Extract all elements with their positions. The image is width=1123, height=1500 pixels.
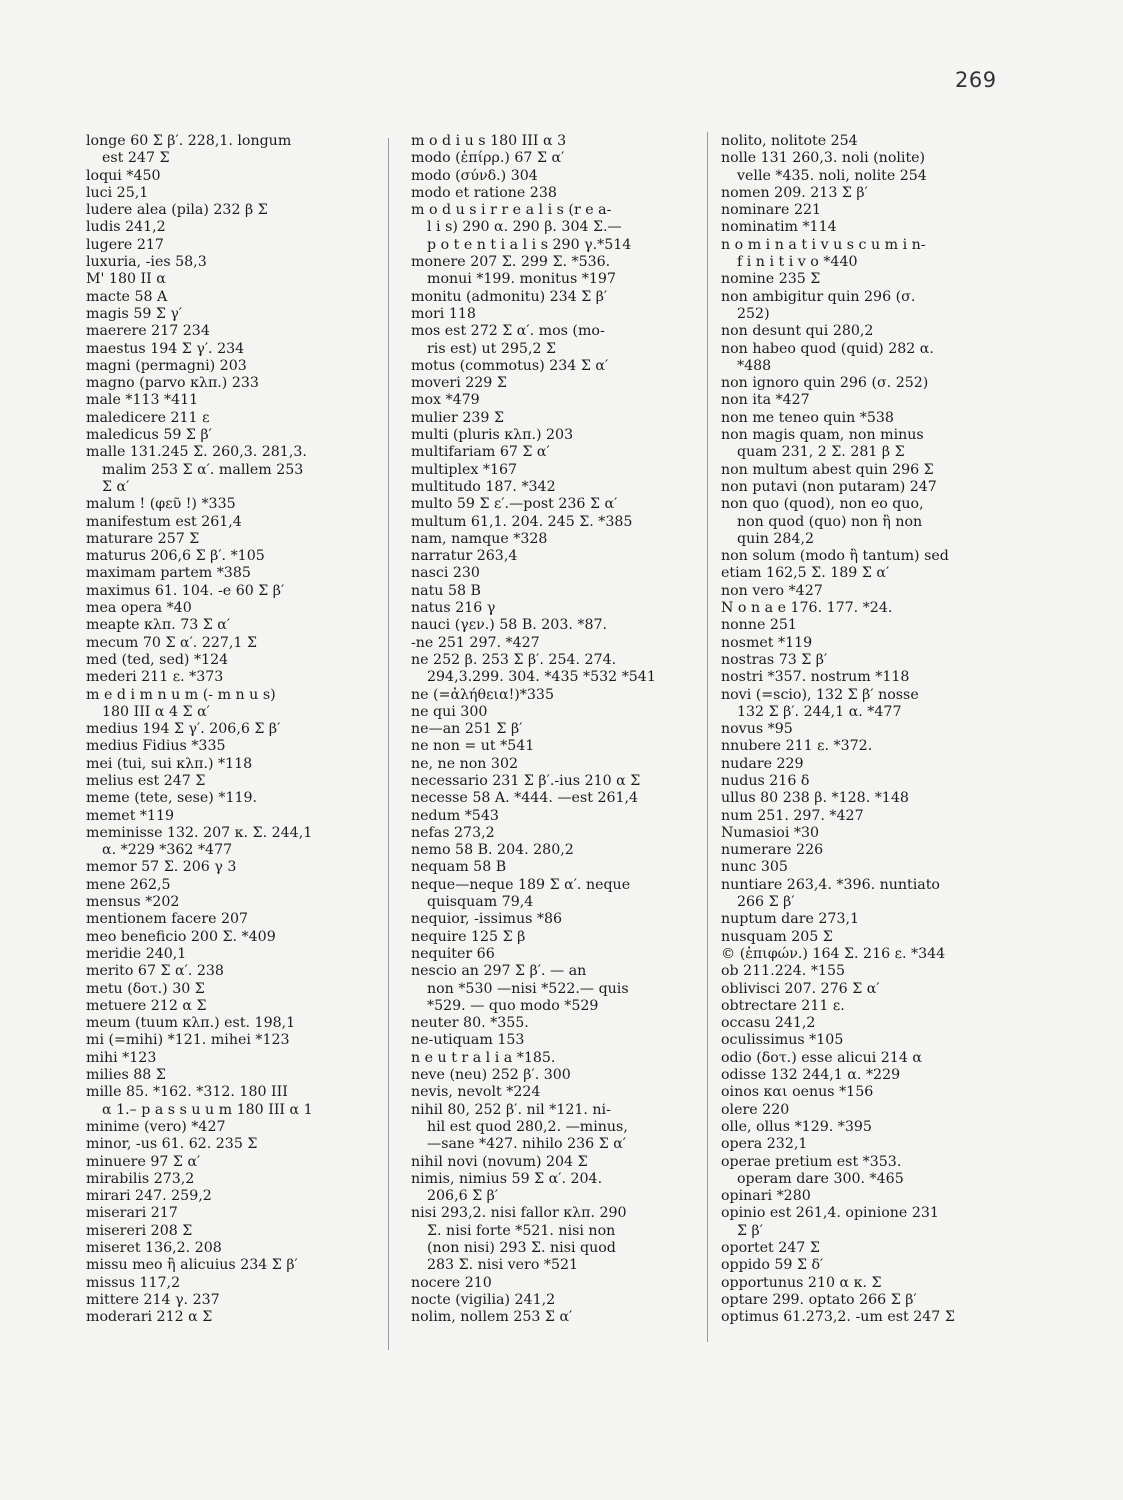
index-entry-line: multifariam 67 Σ α′ — [411, 444, 550, 461]
index-entry-line: M' 180 II α — [86, 271, 166, 288]
index-entry-line: nescio an 297 Σ β′. — an — [411, 963, 587, 980]
index-entry-line: non putavi (non putaram) 247 — [721, 478, 937, 495]
index-entry-line: monere 207 Σ. 299 Σ. *536. — [411, 254, 611, 271]
index-entry-line: multum 61,1. 204. 245 Σ. *385 — [411, 513, 633, 530]
index-entry-line: modo (σύνδ.) 304 — [411, 167, 538, 184]
index-entry-line: moderari 212 α Σ — [86, 1309, 213, 1326]
index-entry-line: maledicus 59 Σ β′ — [86, 427, 212, 444]
index-column-middle — [411, 133, 699, 1326]
index-entry-line: multo 59 Σ ε′.—post 236 Σ α′ — [411, 496, 618, 513]
index-entry-line: -ne 251 297. *427 — [411, 634, 540, 651]
index-entry-line: *529. — quo modo *529 — [427, 997, 599, 1014]
index-entry-line: macte 58 A — [86, 288, 168, 305]
column-divider — [707, 132, 708, 1342]
index-entry-line: maximus 61. 104. -e 60 Σ β′ — [86, 582, 285, 599]
index-entry-line: mittere 214 γ. 237 — [86, 1291, 220, 1308]
index-entry-line: ne-utiquam 153 — [411, 1032, 525, 1049]
index-entry-line: nihil 80, 252 β′. nil *121. ni- — [411, 1101, 611, 1118]
index-entry-line: n e u t r a l i a *185. — [411, 1049, 556, 1066]
index-entry-line: 252) — [737, 305, 770, 322]
index-entry-line: nevis, nevolt *224 — [411, 1084, 541, 1101]
index-entry-line: ne—an 251 Σ β′ — [411, 721, 523, 738]
index-entry-line: monui *199. monitus *197 — [427, 271, 616, 288]
index-entry-line: necessario 231 Σ β′.-ius 210 α Σ — [411, 772, 641, 789]
index-entry-line: nequam 58 B — [411, 859, 507, 876]
index-entry-line: medius Fidius *335 — [86, 738, 226, 755]
index-entry-line: nominatim *114 — [721, 219, 837, 236]
index-entry-line: nonne 251 — [721, 617, 797, 634]
index-entry-line: novi (=scio), 132 Σ β′ nosse — [721, 686, 919, 703]
index-entry-line: *488 — [737, 357, 772, 374]
index-entry-line: mecum 70 Σ α′. 227,1 Σ — [86, 634, 257, 651]
index-entry-line: operam dare 300. *465 — [737, 1170, 904, 1187]
index-entry-line: nequior, -issimus *86 — [411, 911, 563, 928]
index-entry-line: Σ α′ — [102, 478, 130, 495]
index-entry-line: nudare 229 — [721, 755, 804, 772]
index-entry-line: numerare 226 — [721, 842, 824, 859]
index-entry-line: narratur 263,4 — [411, 548, 518, 565]
index-entry-line: mille 85. *162. *312. 180 III — [86, 1084, 288, 1101]
index-entry-line: non multum abest quin 296 Σ — [721, 461, 934, 478]
index-entry-line: opinio est 261,4. opinione 231 — [721, 1205, 939, 1222]
index-entry-line: 266 Σ β′ — [737, 894, 795, 911]
index-entry-line: maestus 194 Σ γ′. 234 — [86, 340, 245, 357]
index-entry-line: 206,6 Σ β′ — [427, 1188, 499, 1205]
index-entry-line: nolito, nolitote 254 — [721, 133, 858, 149]
index-entry-line: mox *479 — [411, 392, 480, 409]
index-entry-line: ne qui 300 — [411, 703, 488, 720]
index-entry-line: nolle 131 260,3. noli (nolite) — [721, 150, 926, 167]
index-entry-line: ne (=ἀλήθεια!)*335 — [411, 686, 554, 703]
index-entry-line: nimis, nimius 59 Σ α′. 204. — [411, 1170, 603, 1187]
index-entry-line: ris est) ut 295,2 Σ — [427, 340, 557, 357]
index-entry-line: opinari *280 — [721, 1188, 811, 1205]
index-entry-line: metuere 212 α Σ — [86, 997, 207, 1014]
index-entry-line: magni (permagni) 203 — [86, 357, 247, 374]
index-entry-line: est 247 Σ — [102, 150, 170, 167]
index-entry-line: mentionem facere 207 — [86, 911, 249, 928]
index-entry-line: nuntiare 263,4. *396. nuntiato — [721, 876, 940, 893]
index-entry-line: ne, ne non 302 — [411, 755, 519, 772]
index-entry-line: malle 131.245 Σ. 260,3. 281,3. — [86, 444, 307, 461]
index-entry-line: mirabilis 273,2 — [86, 1170, 195, 1187]
index-entry-line: missu meo ἢ alicuius 234 Σ β′ — [86, 1257, 298, 1274]
index-entry-line: necesse 58 A. *444. —est 261,4 — [411, 790, 639, 807]
column-divider — [388, 138, 389, 1350]
index-entry-line: neque—neque 189 Σ α′. neque — [411, 876, 631, 893]
index-entry-line: opera 232,1 — [721, 1136, 808, 1153]
index-entry-line: miseret 136,2. 208 — [86, 1240, 222, 1256]
index-entry-line: maerere 217 234 — [86, 323, 210, 340]
index-entry-line: 180 III α 4 Σ α′ — [102, 703, 210, 720]
index-entry-line: loqui *450 — [86, 167, 161, 184]
index-entry-line: non desunt qui 280,2 — [721, 323, 874, 340]
index-entry-line: p o t e n t i a l i s 290 γ.*514 — [427, 236, 632, 253]
index-entry-line: minor, -us 61. 62. 235 Σ — [86, 1136, 258, 1153]
index-entry-line: ne non = ut *541 — [411, 738, 535, 755]
index-entry-line: nocte (vigilia) 241,2 — [411, 1291, 556, 1308]
index-entry-line: Σ. nisi forte *521. nisi non — [427, 1222, 616, 1239]
index-entry-line: ludis 241,2 — [86, 219, 166, 236]
index-column-right — [721, 133, 996, 1326]
index-entry-line: non solum (modo ἢ tantum) sed — [721, 548, 949, 565]
index-entry-line: nedum *543 — [411, 807, 499, 824]
index-entry-line: non *530 —nisi *522.— quis — [427, 980, 629, 997]
index-entry-line: minime (vero) *427 — [86, 1118, 226, 1135]
index-entry-line: oculissimus *105 — [721, 1032, 844, 1049]
index-entry-line: merito 67 Σ α′. 238 — [86, 963, 224, 980]
index-entry-line: optare 299. optato 266 Σ β′ — [721, 1291, 917, 1308]
index-entry-line: memor 57 Σ. 206 γ 3 — [86, 859, 237, 876]
index-entry-line: non magis quam, non minus — [721, 427, 924, 444]
index-entry-line: non quod (quo) non ἢ non — [737, 513, 923, 530]
index-entry-line: nnubere 211 ε. *372. — [721, 738, 873, 755]
index-entry-line: miserari 217 — [86, 1205, 178, 1222]
index-entry-line: nomen 209. 213 Σ β′ — [721, 184, 868, 201]
index-entry-line: f i n i t i v o *440 — [737, 254, 858, 271]
index-entry-line: m o d i u s 180 III α 3 — [411, 133, 567, 149]
index-entry-line: nunc 305 — [721, 859, 788, 876]
index-entry-line: luci 25,1 — [86, 184, 149, 201]
index-entry-line: m o d u s i r r e a l i s (r e a- — [411, 202, 612, 219]
index-entry-line: nomine 235 Σ — [721, 271, 821, 288]
index-entry-line: oppido 59 Σ δ′ — [721, 1257, 824, 1274]
index-entry-line: m e d i m n u m (- m n u s) — [86, 686, 276, 703]
index-entry-line: lugere 217 — [86, 236, 164, 253]
index-entry-line: odio (δοτ.) esse alicui 214 α — [721, 1049, 922, 1066]
index-entry-line: mos est 272 Σ α′. mos (mo- — [411, 323, 605, 340]
index-entry-line: non ambigitur quin 296 (σ. — [721, 288, 916, 305]
index-entry-line: non ignoro quin 296 (σ. 252) — [721, 375, 929, 392]
index-entry-line: melius est 247 Σ — [86, 772, 206, 789]
index-entry-line: nusquam 205 Σ — [721, 928, 833, 945]
index-entry-line: olle, ollus *129. *395 — [721, 1118, 872, 1135]
index-entry-line: mei (tui, sui κλπ.) *118 — [86, 755, 253, 772]
index-entry-line: nemo 58 B. 204. 280,2 — [411, 842, 574, 859]
index-entry-line: malim 253 Σ α′. mallem 253 — [102, 461, 304, 478]
index-entry-line: Numasioi *30 — [721, 824, 820, 841]
index-entry-line: non me teneo quin *538 — [721, 409, 894, 426]
index-entry-line: © (ἐπιφών.) 164 Σ. 216 ε. *344 — [721, 945, 946, 962]
index-entry-line: hil est quod 280,2. —minus, — [427, 1118, 628, 1135]
index-entry-line: —sane *427. nihilo 236 Σ α′ — [427, 1136, 627, 1153]
index-entry-line: missus 117,2 — [86, 1274, 181, 1291]
index-entry-line: motus (commotus) 234 Σ α′ — [411, 357, 609, 374]
index-entry-line: meapte κλπ. 73 Σ α′ — [86, 617, 231, 634]
index-entry-line: metu (δοτ.) 30 Σ — [86, 980, 205, 997]
index-entry-line: modo et ratione 238 — [411, 184, 557, 201]
index-entry-line: manifestum est 261,4 — [86, 513, 242, 530]
index-entry-line: multitudo 187. *342 — [411, 478, 556, 495]
index-entry-line: mulier 239 Σ — [411, 409, 504, 426]
index-entry-line: nostri *357. nostrum *118 — [721, 669, 910, 686]
index-entry-line: mensus *202 — [86, 894, 180, 911]
index-entry-line: oinos και oenus *156 — [721, 1084, 874, 1101]
index-entry-line: nominare 221 — [721, 202, 822, 219]
index-entry-line: mene 262,5 — [86, 876, 171, 893]
index-entry-line: ullus 80 238 β. *128. *148 — [721, 790, 909, 807]
index-entry-line: male *113 *411 — [86, 392, 199, 409]
index-entry-line: nudus 216 δ — [721, 772, 810, 789]
index-entry-line: occasu 241,2 — [721, 1015, 816, 1032]
index-entry-line: monitu (admonitu) 234 Σ β′ — [411, 288, 608, 305]
index-entry-line: magno (parvo κλπ.) 233 — [86, 375, 259, 392]
index-entry-line: quam 231, 2 Σ. 281 β Σ — [737, 444, 905, 461]
index-entry-line: mi (=mihi) *121. mihei *123 — [86, 1032, 290, 1049]
index-entry-line: nefas 273,2 — [411, 824, 495, 841]
index-entry-line: etiam 162,5 Σ. 189 Σ α′ — [721, 565, 890, 582]
index-entry-line: non habeo quod (quid) 282 α. — [721, 340, 934, 357]
index-entry-line: mori 118 — [411, 305, 476, 322]
index-entry-line: neuter 80. *355. — [411, 1015, 529, 1032]
index-entry-line: modo (ἐπίρρ.) 67 Σ α′ — [411, 150, 565, 167]
index-entry-line: non quo (quod), non eo quo, — [721, 496, 924, 513]
index-entry-line: nosmet *119 — [721, 634, 813, 651]
index-entry-line: nihil novi (novum) 204 Σ — [411, 1153, 588, 1170]
index-entry-line: non ita *427 — [721, 392, 810, 409]
index-entry-line: milies 88 Σ — [86, 1067, 166, 1084]
index-entry-line: nostras 73 Σ β′ — [721, 651, 828, 668]
index-entry-line: multiplex *167 — [411, 461, 518, 478]
index-entry-line: 294,3.299. 304. *435 *532 *541 — [427, 669, 656, 686]
index-entry-line: mea opera *40 — [86, 600, 192, 617]
index-entry-line: α 1.– p a s s u u m 180 III α 1 — [102, 1101, 313, 1118]
index-entry-line: meme (tete, sese) *119. — [86, 790, 258, 807]
index-entry-line: nisi 293,2. nisi fallor κλπ. 290 — [411, 1205, 627, 1222]
index-entry-line: velle *435. noli, nolite 254 — [737, 167, 927, 184]
index-entry-line: odisse 132 244,1 α. *229 — [721, 1067, 901, 1084]
index-entry-line: opportunus 210 α κ. Σ — [721, 1274, 882, 1291]
index-entry-line: minuere 97 Σ α′ — [86, 1153, 201, 1170]
index-entry-line: 283 Σ. nisi vero *521 — [427, 1257, 579, 1274]
index-entry-line: mirari 247. 259,2 — [86, 1188, 212, 1205]
index-entry-line: nocere 210 — [411, 1274, 492, 1291]
index-entry-line: luxuria, -ies 58,3 — [86, 254, 207, 271]
index-entry-line: medius 194 Σ γ′. 206,6 Σ β′ — [86, 721, 281, 738]
index-entry-line: obtrectare 211 ε. — [721, 997, 845, 1014]
index-entry-line: optimus 61.273,2. -um est 247 Σ — [721, 1309, 955, 1326]
page-number: 269 — [955, 68, 997, 92]
index-entry-line: non vero *427 — [721, 582, 823, 599]
index-entry-line: neve (neu) 252 β′. 300 — [411, 1067, 571, 1084]
index-entry-line: num 251. 297. *427 — [721, 807, 864, 824]
index-entry-line: nauci (γεν.) 58 B. 203. *87. — [411, 617, 608, 634]
index-entry-line: n o m i n a t i v u s c u m i n- — [721, 236, 926, 253]
index-entry-line: α. *229 *362 *477 — [102, 842, 233, 859]
index-entry-line: l i s) 290 α. 290 β. 304 Σ.— — [427, 219, 622, 236]
index-entry-line: mihi *123 — [86, 1049, 157, 1066]
index-entry-line: natus 216 γ — [411, 600, 496, 617]
index-entry-line: maledicere 211 ε — [86, 409, 210, 426]
index-entry-line: meminisse 132. 207 κ. Σ. 244,1 — [86, 824, 313, 841]
index-entry-line: nuptum dare 273,1 — [721, 911, 860, 928]
index-entry-line: meum (tuum κλπ.) est. 198,1 — [86, 1015, 296, 1032]
index-entry-line: nasci 230 — [411, 565, 480, 582]
index-entry-line: misereri 208 Σ — [86, 1222, 193, 1239]
index-entry-line: (non nisi) 293 Σ. nisi quod — [427, 1240, 616, 1256]
index-entry-line: nam, namque *328 — [411, 530, 548, 547]
index-entry-line: nolim, nollem 253 Σ α′ — [411, 1309, 573, 1326]
index-entry-line: quin 284,2 — [737, 530, 815, 547]
index-entry-line: oportet 247 Σ — [721, 1240, 820, 1256]
index-entry-line: ne 252 β. 253 Σ β′. 254. 274. — [411, 651, 617, 668]
index-entry-line: novus *95 — [721, 721, 793, 738]
index-column-left — [86, 133, 376, 1326]
index-entry-line: mederi 211 ε. *373 — [86, 669, 224, 686]
index-entry-line: ludere alea (pila) 232 β Σ — [86, 202, 268, 219]
index-entry-line: multi (pluris κλπ.) 203 — [411, 427, 574, 444]
index-entry-line: maturare 257 Σ — [86, 530, 200, 547]
index-entry-line: nequire 125 Σ β — [411, 928, 526, 945]
index-entry-line: moveri 229 Σ — [411, 375, 507, 392]
index-entry-line: N o n a e 176. 177. *24. — [721, 600, 893, 617]
index-entry-line: natu 58 B — [411, 582, 481, 599]
index-entry-line: meridie 240,1 — [86, 945, 187, 962]
index-entry-line: oblivisci 207. 276 Σ α′ — [721, 980, 880, 997]
index-entry-line: ob 211.224. *155 — [721, 963, 845, 980]
index-entry-line: olere 220 — [721, 1101, 790, 1118]
index-entry-line: malum ! (φεῦ !) *335 — [86, 496, 236, 513]
index-entry-line: maximam partem *385 — [86, 565, 251, 582]
index-entry-line: operae pretium est *353. — [721, 1153, 902, 1170]
index-entry-line: Σ β′ — [737, 1222, 763, 1239]
index-entry-line: med (ted, sed) *124 — [86, 651, 229, 668]
index-entry-line: meo beneficio 200 Σ. *409 — [86, 928, 276, 945]
index-entry-line: nequiter 66 — [411, 945, 495, 962]
index-entry-line: maturus 206,6 Σ β′. *105 — [86, 548, 265, 565]
index-entry-line: 132 Σ β′. 244,1 α. *477 — [737, 703, 902, 720]
index-entry-line: longe 60 Σ β′. 228,1. longum — [86, 133, 292, 149]
index-entry-line: magis 59 Σ γ′ — [86, 305, 183, 322]
index-entry-line: quisquam 79,4 — [427, 894, 534, 911]
index-entry-line: memet *119 — [86, 807, 175, 824]
